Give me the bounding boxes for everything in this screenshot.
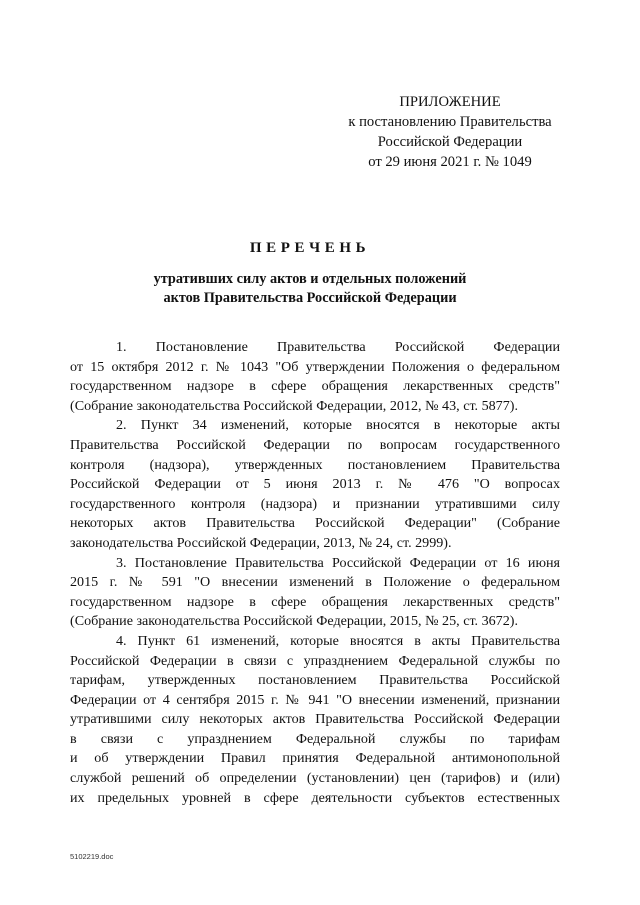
heading-subtitle: [60, 270, 560, 308]
appendix-line: к постановлению Правительства: [348, 114, 552, 130]
appendix-line: Российской Федерации: [377, 134, 523, 150]
list-item: [70, 632, 560, 808]
list-item-first-line: 1. Постановление Правительства Российской Федерации: [116, 339, 560, 355]
list-item-line: тарифам, утвержденных постановлением Правительства Российской: [70, 672, 560, 689]
list-item-line: Правительства Российской Федерации по вопросам государственного: [70, 436, 560, 453]
list-item-line: государственном надзоре в сфере обращения лекарственных средств": [70, 378, 560, 395]
footer-doc-id: 5102219.doc: [70, 852, 114, 861]
list-item-line: утратившими силу некоторых актов Правительства Российской Федерации: [70, 711, 560, 728]
document-body: [70, 338, 560, 808]
list-item-line: контроля (надзора), утвержденных постановлением Правительства: [70, 456, 560, 473]
list-item-line: Российской Федерации в связи с упразднением Федеральной службы по: [70, 652, 560, 669]
appendix-block: [330, 92, 570, 172]
list-item-line: службой решений об определении (установлении) цен (тарифов) и (или): [70, 770, 560, 787]
list-item: [70, 338, 560, 416]
list-item-line: от 15 октября 2012 г. № 1043 "Об утверждении Положения о федеральном: [70, 358, 560, 375]
list-item: [70, 554, 560, 632]
list-item-line: государственном надзоре в сфере обращения лекарственных средств": [70, 593, 560, 610]
list-item-line: Российской Федерации от 5 июня 2013 г. № 476 "О вопросах: [70, 476, 560, 493]
list-item-line: и об утверждении Правил принятия Федеральной антимонопольной: [70, 750, 560, 767]
list-item-line: в связи с упразднением Федеральной службы по тарифам: [70, 730, 560, 747]
list-item-line: 2015 г. № 591 "О внесении изменений в Положение о федеральном: [70, 574, 560, 591]
list-item-line: некоторых актов Правительства Российской Федерации" (Собрание: [70, 515, 560, 532]
list-item-line: государственного контроля (надзора) и признании утратившими силу: [70, 495, 560, 512]
list-item-line: законодательства Российской Федерации, 2013, № 24, ст. 2999).: [70, 534, 452, 551]
appendix-date-number: от 29 июня 2021 г. № 1049: [368, 154, 532, 170]
document-heading: [60, 238, 560, 308]
list-item-first-line: 4. Пункт 61 изменений, которые вносятся в акты Правительства: [116, 632, 560, 649]
appendix-title: ПРИЛОЖЕНИЕ: [399, 94, 501, 110]
heading-subtitle-line: утративших силу актов и отдельных положений: [153, 271, 467, 287]
list-item-line: их предельных уровней в сфере деятельности субъектов естественных: [70, 789, 560, 806]
list-item-line: (Собрание законодательства Российской Федерации, 2012, № 43, ст. 5877).: [70, 397, 518, 414]
heading-subtitle-line: актов Правительства Российской Федерации: [163, 290, 457, 306]
list-item: [70, 416, 560, 553]
list-item-first-line: 3. Постановление Правительства Российской Федерации от 16 июня: [116, 554, 560, 571]
list-item-line: (Собрание законодательства Российской Федерации, 2015, № 25, ст. 3672).: [70, 613, 518, 630]
heading-title: ПЕРЕЧЕНЬ: [249, 240, 371, 256]
list-item-line: Федерации от 4 сентября 2015 г. № 941 "О внесении изменений, признании: [70, 691, 560, 708]
list-item-first-line: 2. Пункт 34 изменений, которые вносятся в некоторые акты: [116, 417, 560, 434]
